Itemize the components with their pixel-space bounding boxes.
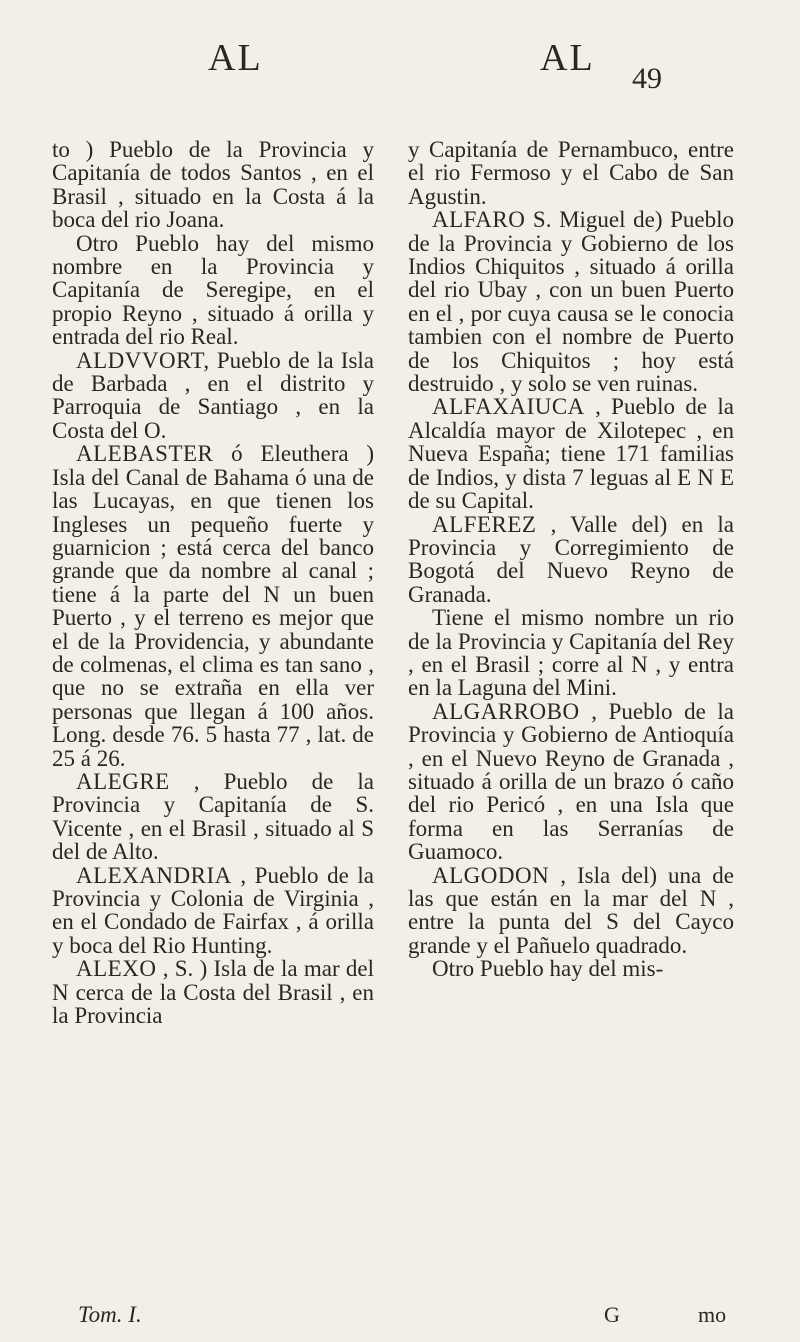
- entry-headword: ALEGRE: [76, 768, 170, 794]
- catchword: mo: [698, 1302, 727, 1327]
- entry: [52, 864, 374, 958]
- right-column: [408, 138, 734, 981]
- entry: [52, 232, 374, 349]
- entry-headword: ALEXANDRIA: [76, 862, 232, 888]
- entry-text: S. Miguel de) Pueblo de la Provincia y Gobierno de los Indios Chiquitos , situado á orilla del rio Ubay , con un buen Puerto en el , por cuya causa se le conocia tambien con el nombre de Puerto de los Chiquitos ; hoy está destruido , y solo se ven ruinas.: [408, 207, 734, 397]
- running-head-left: AL: [208, 37, 263, 79]
- entry-headword: ALFARO: [432, 207, 526, 233]
- entry: [52, 442, 374, 770]
- entry-text: , Valle del) en la Provincia y Corregimiento de Bogotá del Nuevo Reyno de Granada.: [408, 511, 734, 607]
- entry-text: Otro Pueblo hay del mismo nombre en la Provincia y Capitanía de Seregipe, en el propio Reyno , situado á orilla y entrada del rio Real.: [52, 230, 374, 350]
- entry: [408, 864, 734, 958]
- entry-headword: ALFAXAIUCA: [432, 394, 585, 420]
- entry-text: Pueblo de la Isla de Barbada , en el distrito y Parroquia de Santiago , en la Costa del O.: [52, 347, 374, 443]
- entry: [52, 349, 374, 443]
- entry-text: Tiene el mismo nombre un rio de la Provincia y Capitanía del Rey , en el Brasil ; corre al N , y entra en la Laguna del Mini.: [408, 605, 734, 701]
- entry: [408, 513, 734, 607]
- entry: [52, 770, 374, 864]
- entry: [408, 395, 734, 512]
- entry: [408, 208, 734, 395]
- entry-text: , Isla del) una de las que están en la mar del N , entre la punta del S del Cayco grande y el Pañuelo quadrado.: [408, 862, 734, 958]
- entry-headword: ALEXO: [76, 956, 157, 982]
- entry: [408, 138, 734, 208]
- entry-text: to ) Pueblo de la Provincia y Capitanía de todos Santos , en el Brasil , situado en la Costa á la boca del rio Joana.: [52, 137, 374, 233]
- entry-text: , Pueblo de la Provincia y Colonia de Virginia , en el Condado de Fairfax , á orilla y boca del Rio Hunting.: [52, 862, 374, 958]
- entry-headword: ALEBASTER: [76, 441, 214, 467]
- running-head-right: AL: [540, 37, 595, 79]
- entry: [408, 606, 734, 700]
- entry-text: , Pueblo de la Provincia y Capitanía de S. Vicente , en el Brasil , situado al S del de Alto.: [52, 768, 374, 865]
- entry-headword: ALFEREZ: [432, 511, 537, 537]
- entry-text: , S. ) Isla de la mar del N cerca de la Costa del Brasil , en la Provincia: [52, 956, 374, 1029]
- entry-text: Otro Pueblo hay del mis-: [432, 956, 664, 982]
- entry-headword: ALGARROBO: [432, 698, 580, 724]
- left-column: [52, 138, 374, 1027]
- entry: [52, 957, 374, 1027]
- entry-headword: ALGODON: [432, 862, 550, 888]
- signature-mark: G: [604, 1302, 620, 1327]
- entry: [408, 700, 734, 864]
- entry: [408, 957, 734, 980]
- entry-text: y Capitanía de Pernambuco, entre el rio Fermoso y el Cabo de San Agustin.: [408, 137, 734, 209]
- page-number: 49: [632, 62, 662, 95]
- volume-label: Tom. I.: [78, 1302, 142, 1327]
- entry-text: ó Eleuthera ) Isla del Canal de Bahama ó una de las Lucayas, en que tienen los Ingleses un pequeño fuerte y guarnicion ; está cerca del banco grande que da nombre al canal ; tiene á la parte del N un buen Puerto , y el terreno es mejor que el de la Providencia, y abundante de colmenas, el clima es tan sano , que no se extraña en ella ver personas que llegan á 100 años. Long. desde 76. 5 hasta 77 , lat. de 25 á 26.: [52, 441, 374, 771]
- entry-text: , Pueblo de la Provincia y Gobierno de Antioquía , en el Nuevo Reyno de Granada , situado á orilla de un brazo ó caño del rio Pericó , en una Isla que forma en las Serranías de Guamoco.: [408, 698, 734, 865]
- entry-headword: ALDVVORT,: [76, 347, 210, 373]
- entry: [52, 138, 374, 232]
- entry-text: , Pueblo de la Alcaldía mayor de Xilotepec , en Nueva España; tiene 171 familias de Indios, y dista 7 leguas al E N E de su Capital.: [408, 394, 734, 514]
